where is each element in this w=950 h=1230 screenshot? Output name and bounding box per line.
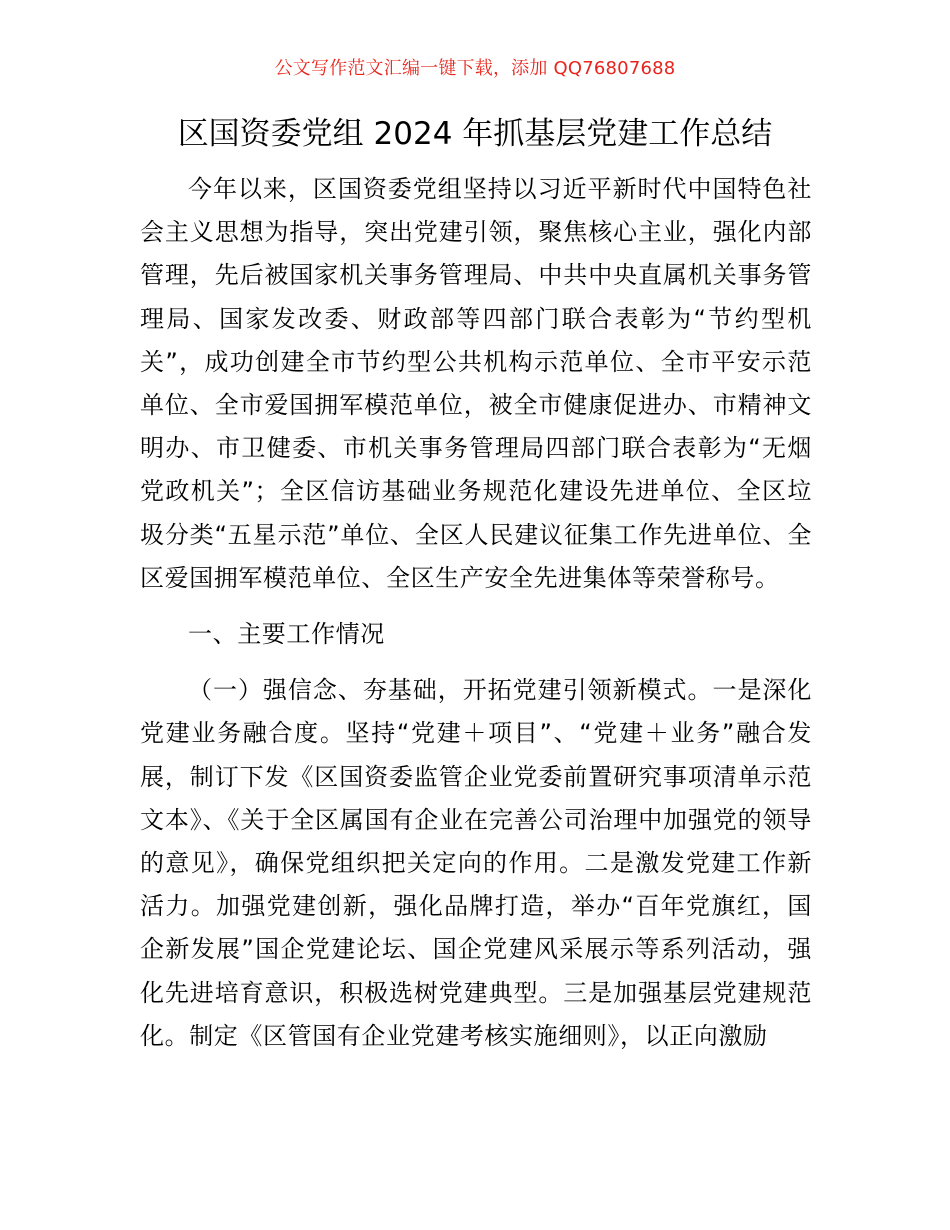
- download-promo-note: 公文写作范文汇编一键下载，添加 QQ76807688: [274, 58, 676, 79]
- intro-paragraph: 今年以来，区国资委党组坚持以习近平新时代中国特色社会主义思想为指导，突出党建引领，聚焦核心主业，强化内部管理，先后被国家机关事务管理局、中共中央直属机关事务管理局、国家发改委、财政部等四部门联合表彰为“节约型机关”，成功创建全市节约型公共机构示范单位、全市平安示范单位、全市爱国拥军模范单位，被全市健康促进办、市精神文明办、市卫健委、市机关事务管理局四部门联合表彰为“无烟党政机关”；全区信访基础业务规范化建设先进单位、全区垃圾分类“五星示范”单位、全区人民建议征集工作先进单位、全区爱国拥军模范单位、全区生产安全先进集体等荣誉称号。: [140, 175, 812, 592]
- section-paragraph: （一）强信念、夯基础，开拓党建引领新模式。一是深化党建业务融合度。坚持“党建＋项目”、“党建＋业务”融合发展，制订下发《区国资委监管企业党委前置研究事项清单示范文本》、《关于全区属国有企业在完善公司治理中加强党的领导的意见》，确保党组织把关定向的作用。二是激发党建工作新活力。加强党建创新，强化品牌打造，举办“百年党旗红，国企新发展”国企党建论坛、国企党建风采展示等系列活动，强化先进培育意识，积极选树党建典型。三是加强基层党建规范化。制定《区管国有企业党建考核实施细则》，以正向激励: [140, 676, 812, 1050]
- document-body: [140, 168, 812, 1058]
- document-title: 区国资委党组 2024 年抓基层党建工作总结: [177, 116, 773, 152]
- section-heading: 一、主要工作情况: [188, 620, 385, 649]
